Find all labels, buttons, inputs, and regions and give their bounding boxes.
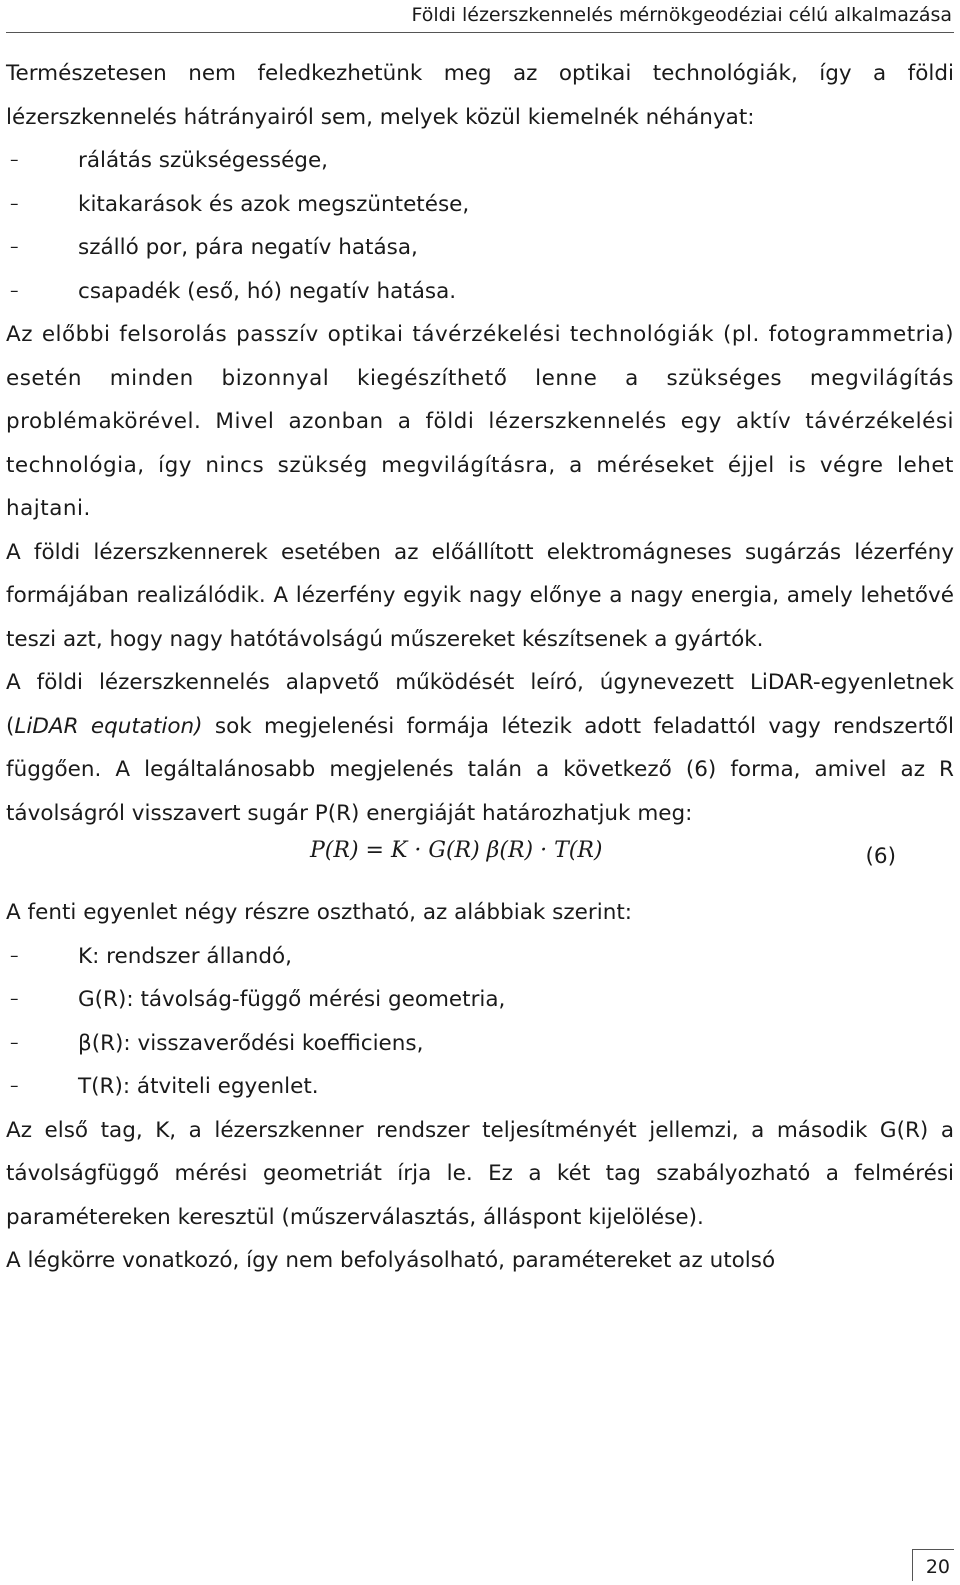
dash-bullet-icon: – bbox=[10, 1032, 19, 1053]
passive-technology-paragraph: Az előbbi felsorolás passzív optikai távérzékelési technológiák (pl. fotogrammetria) esetén minden bizonnyal kiegészíthető lenne a szükséges megvilágítás problémakörével. Mivel azonban a földi lézerszkennelés egy aktív távérzékelési technológia, így nincs szükség megvilágításra, a méréseket éjjel is végre lehet hajtani. bbox=[6, 322, 954, 521]
lidar-term-italic: LiDAR equtation) bbox=[14, 713, 203, 739]
equation-block bbox=[6, 835, 954, 881]
dash-bullet-icon: – bbox=[10, 237, 19, 257]
lidar-text-end: sok megjelenési formája létezik adott feladattól vagy rendszertől függően. A legáltalánosabb megjelenés talán a következő (6) forma, amivel az R távolságról visszavert sugár P(R) energiáját határozhatjuk meg: bbox=[6, 713, 954, 826]
equation-parts-intro: A fenti egyenlet négy részre osztható, az alábbiak szerint: bbox=[6, 900, 632, 925]
list-item bbox=[6, 978, 954, 1022]
lidar-equation: P(R) = K · G(R) β(R) · T(R) bbox=[310, 838, 603, 863]
disadvantages-list bbox=[6, 139, 954, 313]
list-item bbox=[6, 226, 954, 270]
list-item bbox=[6, 1065, 954, 1109]
list-item-text: kitakarások és azok megszüntetése, bbox=[78, 191, 470, 217]
list-item-text: rálátás szükségessége, bbox=[78, 148, 329, 173]
page-number: 20 bbox=[912, 1549, 954, 1581]
list-item-text: csapadék (eső, hó) negatív hatása. bbox=[78, 278, 457, 304]
document-body bbox=[6, 52, 954, 1283]
dash-bullet-icon: – bbox=[10, 150, 19, 170]
dash-bullet-icon: – bbox=[10, 1076, 19, 1096]
list-item bbox=[6, 270, 954, 314]
intro-paragraph: Természetesen nem feledkezhetünk meg az optikai technológiák, így a földi lézerszkennelés hátrányairól sem, melyek közül kiemelnék néhányat: bbox=[6, 61, 954, 130]
first-terms-paragraph: Az első tag, K, a lézerszkenner rendszer teljesítményét jellemzi, a második G(R) a távolságfüggő mérési geometriát írja le. Ez a két tag szabályozható a felmérési paramétereken keresztül (műszerválasztás, álláspont kijelölése). bbox=[6, 1117, 954, 1230]
list-item bbox=[6, 1022, 954, 1066]
dash-bullet-icon: – bbox=[10, 945, 19, 966]
dash-bullet-icon: – bbox=[10, 989, 19, 1009]
list-item-text: K: rendszer állandó, bbox=[78, 943, 292, 969]
list-item-text: G(R): távolság-függő mérési geometria, bbox=[78, 987, 506, 1012]
list-item-text: β(R): visszaverődési koefficiens, bbox=[78, 1030, 424, 1056]
list-item bbox=[6, 183, 954, 227]
atmosphere-paragraph: A légkörre vonatkozó, így nem befolyásolható, paramétereket az utolsó bbox=[6, 1248, 776, 1273]
equation-components-list bbox=[6, 935, 954, 1109]
list-item bbox=[6, 139, 954, 183]
dash-bullet-icon: – bbox=[10, 193, 19, 214]
laser-light-paragraph: A földi lézerszkennerek esetében az előállított elektromágneses sugárzás lézerfény formájában realizálódik. A lézerfény egyik nagy előnye a nagy energia, amely lehetővé teszi azt, hogy nagy hatótávolságú műszereket készítsenek a gyártók. bbox=[6, 539, 954, 652]
dash-bullet-icon: – bbox=[10, 280, 19, 301]
running-header: Földi lézerszkennelés mérnökgeodéziai célú alkalmazása bbox=[411, 4, 952, 26]
list-item-text: T(R): átviteli egyenlet. bbox=[78, 1074, 319, 1099]
equation-number: (6) bbox=[865, 844, 896, 869]
header-rule bbox=[6, 32, 954, 33]
lidar-text-start: A földi lézerszkennelés alapvető működését leíró, úgynevezett LiDAR-egyenletnek ( bbox=[6, 670, 954, 739]
list-item bbox=[6, 935, 954, 979]
list-item-text: szálló por, pára negatív hatása, bbox=[78, 235, 418, 260]
lidar-equation-paragraph bbox=[6, 661, 954, 835]
